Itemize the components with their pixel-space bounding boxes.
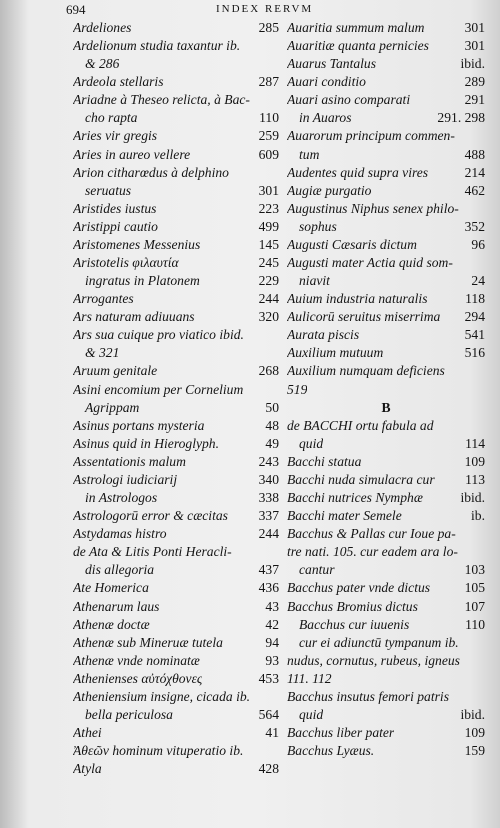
entry-text: Auari conditio — [287, 74, 366, 90]
index-entry — [287, 561, 485, 579]
entry-page-ref: 338 — [258, 490, 279, 506]
entry-page-ref: ibid. — [460, 706, 485, 722]
entry-text: Bacchus insutus femori patris — [287, 688, 449, 704]
entry-page-ref: 223 — [258, 200, 279, 216]
entry-text: Augiæ purgatio — [287, 182, 372, 198]
index-entry — [73, 55, 279, 73]
index-entry — [287, 417, 485, 435]
index-entry — [287, 525, 485, 543]
entry-page-ref: 49 — [265, 435, 279, 451]
entry-page-ref: 340 — [258, 471, 279, 487]
entry-text: Aristomenes Messenius — [73, 236, 201, 252]
index-entry — [73, 688, 279, 706]
index-entry — [73, 146, 279, 164]
index-entry — [73, 417, 279, 435]
entry-page-ref: 96 — [471, 236, 485, 252]
entry-page-ref: 428 — [258, 761, 279, 777]
entry-text: Aristippi cautio — [73, 218, 158, 234]
entry-text: ingratus in Platonem — [85, 273, 200, 289]
entry-text: quid — [299, 435, 324, 451]
index-entry — [73, 236, 279, 254]
index-entry — [73, 37, 279, 55]
entry-page-ref: 516 — [464, 345, 485, 361]
index-entry — [287, 73, 485, 91]
entry-text: dis allegoria — [85, 562, 155, 578]
index-entry — [287, 272, 485, 290]
index-entry — [73, 200, 279, 218]
index-entry — [73, 73, 279, 91]
index-entry — [73, 543, 279, 561]
entry-text: Astrologorū error & cæcitas — [73, 508, 228, 524]
entry-page-ref: 113 — [465, 471, 485, 487]
entry-text: Bacchus pater vnde dictus — [287, 580, 431, 596]
entry-text: nudus, cornutus, rubeus, igneus — [287, 652, 460, 668]
entry-text: Ariadne à Theseo relicta, à Bac- — [73, 92, 250, 108]
entry-text: Atheniensium insigne, cicada ib. — [73, 688, 251, 704]
entry-text: Assentationis malum — [73, 453, 186, 469]
entry-page-ref: 564 — [258, 706, 279, 722]
index-entry — [287, 55, 485, 73]
entry-page-ref: 294 — [464, 309, 485, 325]
entry-text: Astrologi iudiciarij — [73, 471, 178, 487]
entry-text: Athenienses αὐτόχθονες — [73, 670, 203, 686]
entry-text: Ate Homerica — [73, 580, 149, 596]
entry-text: Auium industria naturalis — [287, 291, 428, 307]
index-entry — [287, 37, 485, 55]
index-entry — [73, 344, 279, 362]
index-entry — [73, 290, 279, 308]
index-entry — [73, 254, 279, 272]
index-entry — [287, 543, 485, 561]
entry-page-ref: 453 — [258, 670, 279, 686]
entry-text: Bacchus cur iuuenis — [299, 616, 410, 632]
index-entry — [287, 326, 485, 344]
entry-text: seruatus — [85, 182, 132, 198]
index-entry — [73, 91, 279, 109]
entry-page-ref: 114 — [465, 435, 485, 451]
entry-page-ref: 93 — [265, 652, 279, 668]
entry-page-ref: 48 — [265, 417, 279, 433]
entry-text: Bacchi nuda simulacra cur — [287, 471, 435, 487]
entry-text: Aruum genitale — [73, 363, 158, 379]
index-entry — [287, 164, 485, 182]
entry-text: bella periculosa — [85, 706, 173, 722]
entry-page-ref: 301 — [464, 20, 485, 35]
index-entry — [287, 91, 485, 109]
entry-page-ref: 259 — [258, 128, 279, 144]
entry-text: Auaritia summum malum — [287, 20, 425, 35]
index-entry — [287, 471, 485, 489]
entry-text: Athenarum laus — [73, 598, 160, 614]
entry-page-ref: 244 — [258, 526, 279, 542]
entry-text: Aurata piscis — [287, 327, 360, 343]
index-entry — [287, 688, 485, 706]
entry-text: & 286 — [85, 56, 120, 72]
index-entry — [287, 127, 485, 145]
index-entry — [73, 435, 279, 453]
index-entry — [73, 308, 279, 326]
entry-page-ref: 43 — [265, 598, 279, 614]
entry-page-ref: 42 — [265, 616, 279, 632]
entry-page-ref: 110 — [465, 616, 485, 632]
entry-page-ref: 94 — [265, 634, 279, 650]
index-entry — [287, 362, 485, 380]
entry-page-ref: 245 — [258, 255, 279, 271]
index-entry — [73, 598, 279, 616]
index-entry — [287, 218, 485, 236]
entry-page-ref: 499 — [258, 218, 279, 234]
index-entry — [73, 127, 279, 145]
index-entry — [287, 182, 485, 200]
entry-text: in Astrologos — [85, 490, 158, 506]
entry-page-ref: 291 — [464, 92, 485, 108]
entry-page-ref: 291. 298 — [437, 110, 485, 126]
entry-text: & 321 — [85, 345, 120, 361]
index-entry — [287, 308, 485, 326]
index-entry — [73, 760, 279, 778]
index-entry — [73, 272, 279, 290]
entry-text: de BACCHI ortu fabula ad — [287, 417, 434, 433]
index-entry — [287, 634, 485, 652]
page-header — [66, 2, 486, 18]
entry-page-ref: 287 — [258, 74, 279, 90]
entry-page-ref: 214 — [464, 164, 485, 180]
index-entry — [287, 435, 485, 453]
entry-text: Bacchus liber pater — [287, 725, 395, 741]
running-head: INDEX RERVM — [216, 3, 314, 15]
entry-text: Aries in aureo vellere — [73, 146, 191, 162]
index-entry — [73, 19, 279, 37]
index-entry — [73, 579, 279, 597]
entry-text: Bacchus Lyæus. — [287, 743, 375, 759]
entry-text: Augusti Cæsaris dictum — [287, 236, 417, 252]
index-entry — [287, 109, 485, 127]
entry-page-ref: 301 — [464, 38, 485, 54]
entry-page-ref: ibid. — [460, 490, 485, 506]
entry-page-ref: ibid. — [460, 56, 485, 72]
entry-page-ref: 229 — [258, 273, 279, 289]
entry-text: Asinus portans mysteria — [73, 417, 205, 433]
entry-text: cho rapta — [85, 110, 138, 126]
entry-page-ref: 118 — [465, 291, 485, 307]
entry-page-ref: 320 — [258, 309, 279, 325]
entry-page-ref: 105 — [464, 580, 485, 596]
entry-text: Atyla — [73, 761, 102, 777]
entry-page-ref: 110 — [259, 110, 279, 126]
index-entry — [73, 381, 279, 399]
entry-page-ref: 541 — [464, 327, 485, 343]
entry-text: Bacchi mater Semele — [287, 508, 402, 524]
entry-text: Auarorum principum commen- — [287, 128, 455, 144]
index-entry — [287, 290, 485, 308]
index-entry — [287, 489, 485, 507]
entry-text: Ἀθεῶν hominum vituperatio ib. — [73, 743, 244, 759]
index-entry — [287, 236, 485, 254]
entry-page-ref: 103 — [464, 562, 485, 578]
index-entry — [287, 579, 485, 597]
entry-text: Astydamas histro — [73, 526, 167, 542]
index-entry — [73, 471, 279, 489]
entry-text: Bacchi nutrices Nymphæ — [287, 490, 423, 506]
index-entry — [287, 652, 485, 670]
index-column-right — [287, 19, 485, 760]
entry-text: quid — [299, 706, 324, 722]
index-entry — [73, 561, 279, 579]
entry-text: Ardeola stellaris — [73, 74, 164, 90]
entry-text: Athenæ sub Mineruæ tutela — [73, 634, 223, 650]
section-letter — [287, 399, 485, 417]
entry-page-ref: 285 — [258, 20, 279, 35]
entry-text: Asinus quid in Hieroglyph. — [73, 435, 219, 451]
entry-text: Ardelionum studia taxantur ib. — [73, 38, 241, 54]
entry-page-ref: 244 — [258, 291, 279, 307]
entry-text: in Auaros — [299, 110, 352, 126]
index-entry — [287, 724, 485, 742]
entry-page-ref: 109 — [464, 725, 485, 741]
entry-page-ref: 107 — [464, 598, 485, 614]
entry-page-ref: 24 — [471, 273, 485, 289]
index-entry — [73, 507, 279, 525]
entry-page-ref: 488 — [464, 146, 485, 162]
entry-text: Auarus Tantalus — [287, 56, 377, 72]
index-column-left — [73, 19, 279, 778]
entry-text: Aristotelis φιλαυτία — [73, 255, 179, 271]
entry-text: Ardeliones — [73, 20, 132, 35]
index-entry — [287, 344, 485, 362]
index-entry — [73, 742, 279, 760]
index-entry — [73, 706, 279, 724]
entry-text: Auxilium mutuum — [287, 345, 384, 361]
entry-page-ref: 301 — [258, 182, 279, 198]
entry-text: Ars naturam adiuuans — [73, 309, 195, 325]
entry-text: Auari asino comparati — [287, 92, 411, 108]
index-entry — [73, 109, 279, 127]
index-entry — [73, 634, 279, 652]
gutter-shadow — [0, 0, 28, 828]
entry-text: Auaritiæ quanta pernicies — [287, 38, 429, 54]
entry-text: tre nati. 105. cur eadem ara lo- — [287, 544, 458, 560]
entry-page-ref: 41 — [265, 725, 279, 741]
index-entry — [73, 489, 279, 507]
entry-text: 519 — [287, 381, 308, 397]
index-entry — [287, 453, 485, 471]
index-entry — [287, 381, 485, 399]
index-entry — [73, 652, 279, 670]
entry-page-ref: 109 — [464, 453, 485, 469]
index-entry — [287, 706, 485, 724]
index-entry — [73, 182, 279, 200]
index-entry — [287, 146, 485, 164]
entry-text: Augustinus Niphus senex philo- — [287, 200, 459, 216]
entry-text: B — [381, 399, 391, 415]
index-entry — [287, 19, 485, 37]
entry-text: Auxilium numquam deficiens — [287, 363, 445, 379]
entry-page-ref: ib. — [471, 508, 485, 524]
entry-text: Athei — [73, 725, 102, 741]
index-entry — [73, 362, 279, 380]
entry-text: Agrippam — [85, 399, 140, 415]
entry-text: Ars sua cuique pro viatico ibid. — [73, 327, 244, 343]
entry-text: Arion citharœdus à delphino — [73, 164, 229, 180]
entry-text: Athenæ vnde nominatæ — [73, 652, 200, 668]
entry-page-ref: 609 — [258, 146, 279, 162]
entry-text: cantur — [299, 562, 335, 578]
entry-text: Audentes quid supra vires — [287, 164, 429, 180]
entry-text: Aulicorū seruitus miserrima — [287, 309, 441, 325]
entry-page-ref: 243 — [258, 453, 279, 469]
entry-text: Augusti mater Actia quid som- — [287, 255, 453, 271]
entry-page-ref: 462 — [464, 182, 485, 198]
entry-page-ref: 352 — [464, 218, 485, 234]
entry-page-ref: 50 — [265, 399, 279, 415]
entry-text: Bacchus & Pallas cur Ioue pa- — [287, 526, 456, 542]
entry-text: Aristides iustus — [73, 200, 157, 216]
index-entry — [73, 616, 279, 634]
index-entry — [287, 507, 485, 525]
entry-page-ref: 437 — [258, 562, 279, 578]
index-entry — [73, 326, 279, 344]
index-entry — [73, 164, 279, 182]
entry-text: sophus — [299, 218, 337, 234]
entry-text: Arrogantes — [73, 291, 134, 307]
entry-page-ref: 436 — [258, 580, 279, 596]
entry-text: Athenæ doctæ — [73, 616, 150, 632]
index-entry — [73, 670, 279, 688]
entry-page-ref: 337 — [258, 508, 279, 524]
entry-text: niavit — [299, 273, 330, 289]
index-entry — [287, 742, 485, 760]
index-entry — [73, 724, 279, 742]
page-number: 694 — [66, 2, 86, 17]
index-entry — [73, 218, 279, 236]
index-entry — [73, 399, 279, 417]
entry-page-ref: 268 — [258, 363, 279, 379]
entry-text: 111. 112 — [287, 670, 332, 686]
index-entry — [287, 200, 485, 218]
entry-text: cur ei adiunctū tympanum ib. — [299, 634, 459, 650]
entry-text: Bacchi statua — [287, 453, 362, 469]
index-entry — [73, 453, 279, 471]
entry-text: tum — [299, 146, 320, 162]
entry-page-ref: 159 — [464, 743, 485, 759]
index-entry — [73, 525, 279, 543]
entry-text: de Ata & Litis Ponti Heracli- — [73, 544, 232, 560]
entry-text: Bacchus Bromius dictus — [287, 598, 418, 614]
entry-text: Aries vir gregis — [73, 128, 158, 144]
index-entry — [287, 598, 485, 616]
index-entry — [287, 254, 485, 272]
entry-page-ref: 145 — [258, 236, 279, 252]
entry-text: Asini encomium per Cornelium — [73, 381, 244, 397]
index-entry — [287, 670, 485, 688]
entry-page-ref: 289 — [464, 74, 485, 90]
index-entry — [287, 616, 485, 634]
